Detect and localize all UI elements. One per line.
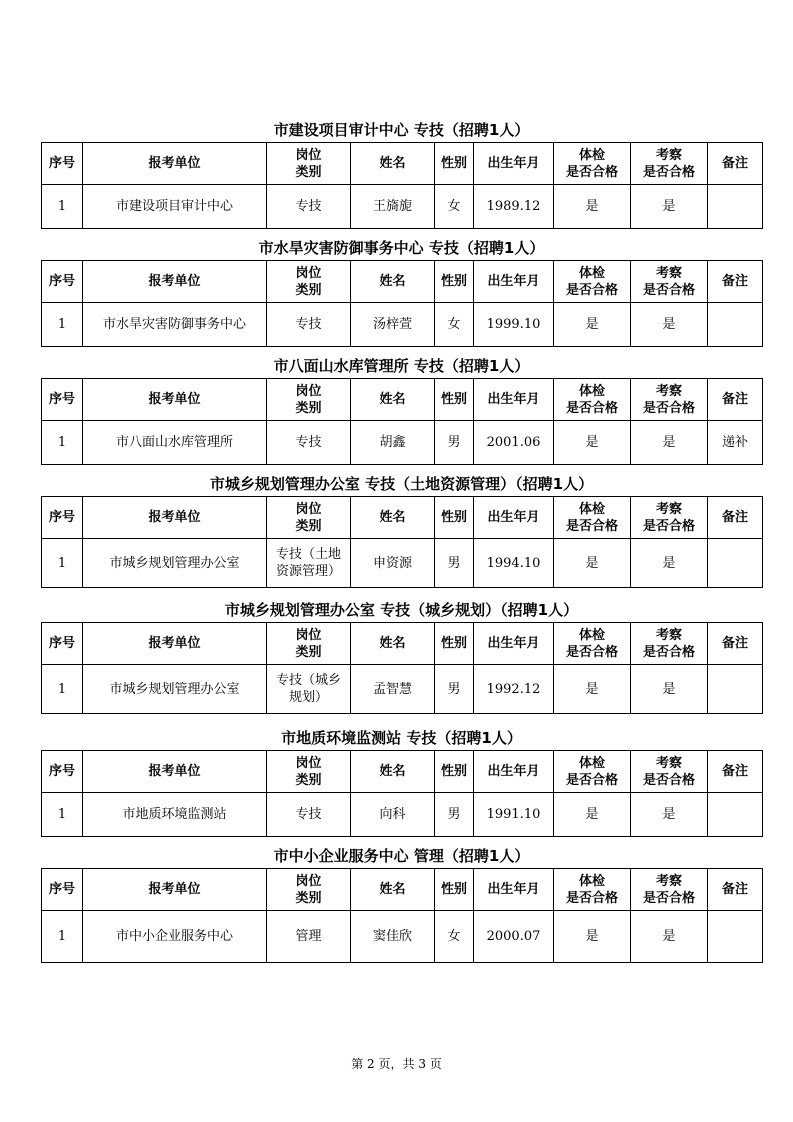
header-col-check: 考察 是否合格 <box>631 869 708 911</box>
col-gender: 男 <box>435 421 474 465</box>
col-no: 1 <box>42 911 83 963</box>
col-no: 1 <box>42 303 83 347</box>
col-unit: 市水旱灾害防御事务中心 <box>83 303 267 347</box>
header-col-category: 岗位 类别 <box>267 143 351 185</box>
header-col-birth: 出生年月 <box>474 869 554 911</box>
header-col-name: 姓名 <box>351 623 435 665</box>
header-col-unit: 报考单位 <box>83 143 267 185</box>
result-table <box>41 868 763 963</box>
col-exam: 是 <box>554 911 631 963</box>
col-note <box>708 539 763 588</box>
col-note <box>708 911 763 963</box>
col-note <box>708 793 763 837</box>
header-col-name: 姓名 <box>351 869 435 911</box>
section-title: 市八面山水库管理所 专技（招聘1人） <box>273 357 530 375</box>
table-row <box>42 539 763 588</box>
col-gender: 男 <box>435 793 474 837</box>
result-table <box>41 378 763 465</box>
result-table <box>41 750 763 837</box>
header-col-birth: 出生年月 <box>474 261 554 303</box>
table-row <box>42 793 763 837</box>
header-col-category: 岗位 类别 <box>267 379 351 421</box>
header-col-no: 序号 <box>42 261 83 303</box>
header-col-note: 备注 <box>708 497 763 539</box>
table-row <box>42 421 763 465</box>
col-check: 是 <box>631 303 708 347</box>
header-col-gender: 性别 <box>435 143 474 185</box>
header-col-note: 备注 <box>708 869 763 911</box>
result-table <box>41 622 763 714</box>
header-col-gender: 性别 <box>435 261 474 303</box>
header-row <box>42 143 763 185</box>
col-gender: 男 <box>435 539 474 588</box>
section-title: 市城乡规划管理办公室 专技（土地资源管理）（招聘1人） <box>209 475 594 493</box>
header-col-gender: 性别 <box>435 497 474 539</box>
header-col-check: 考察 是否合格 <box>631 379 708 421</box>
col-category: 专技 <box>267 793 351 837</box>
col-note: 递补 <box>708 421 763 465</box>
col-exam: 是 <box>554 303 631 347</box>
col-gender: 男 <box>435 665 474 714</box>
header-col-check: 考察 是否合格 <box>631 143 708 185</box>
col-unit: 市建设项目审计中心 <box>83 185 267 229</box>
col-category: 管理 <box>267 911 351 963</box>
header-col-unit: 报考单位 <box>83 751 267 793</box>
col-category: 专技（城乡 规划） <box>267 665 351 714</box>
section-5 <box>41 598 762 714</box>
header-col-name: 姓名 <box>351 379 435 421</box>
col-name: 申资源 <box>351 539 435 588</box>
header-col-gender: 性别 <box>435 869 474 911</box>
col-gender: 女 <box>435 303 474 347</box>
header-col-gender: 性别 <box>435 751 474 793</box>
header-col-note: 备注 <box>708 751 763 793</box>
header-col-exam: 体检 是否合格 <box>554 869 631 911</box>
section-4 <box>41 472 762 588</box>
col-gender: 女 <box>435 185 474 229</box>
col-no: 1 <box>42 665 83 714</box>
table-row <box>42 911 763 963</box>
header-row <box>42 497 763 539</box>
header-col-no: 序号 <box>42 497 83 539</box>
col-exam: 是 <box>554 185 631 229</box>
col-check: 是 <box>631 665 708 714</box>
header-col-exam: 体检 是否合格 <box>554 497 631 539</box>
col-category: 专技 <box>267 185 351 229</box>
col-check: 是 <box>631 421 708 465</box>
col-note <box>708 665 763 714</box>
col-no: 1 <box>42 793 83 837</box>
col-birth: 1994.10 <box>474 539 554 588</box>
section-6 <box>41 726 762 837</box>
header-col-unit: 报考单位 <box>83 261 267 303</box>
table-row <box>42 185 763 229</box>
header-col-no: 序号 <box>42 623 83 665</box>
result-table <box>41 142 763 229</box>
header-row <box>42 261 763 303</box>
section-1 <box>41 118 762 229</box>
col-category: 专技 <box>267 303 351 347</box>
result-table <box>41 260 763 347</box>
col-birth: 1992.12 <box>474 665 554 714</box>
header-col-exam: 体检 是否合格 <box>554 623 631 665</box>
col-check: 是 <box>631 185 708 229</box>
header-col-no: 序号 <box>42 751 83 793</box>
header-col-check: 考察 是否合格 <box>631 623 708 665</box>
header-col-note: 备注 <box>708 261 763 303</box>
header-col-note: 备注 <box>708 143 763 185</box>
header-col-gender: 性别 <box>435 379 474 421</box>
header-col-category: 岗位 类别 <box>267 261 351 303</box>
section-3 <box>41 354 762 465</box>
header-col-exam: 体检 是否合格 <box>554 143 631 185</box>
section-title: 市地质环境监测站 专技（招聘1人） <box>281 729 522 747</box>
header-col-birth: 出生年月 <box>474 497 554 539</box>
col-note <box>708 185 763 229</box>
header-col-name: 姓名 <box>351 143 435 185</box>
header-col-unit: 报考单位 <box>83 623 267 665</box>
header-col-birth: 出生年月 <box>474 379 554 421</box>
col-name: 胡鑫 <box>351 421 435 465</box>
col-exam: 是 <box>554 793 631 837</box>
section-title: 市城乡规划管理办公室 专技（城乡规划）（招聘1人） <box>224 601 579 619</box>
section-7 <box>41 844 762 963</box>
header-col-note: 备注 <box>708 379 763 421</box>
section-title: 市水旱灾害防御事务中心 专技（招聘1人） <box>258 239 545 257</box>
table-row <box>42 665 763 714</box>
header-col-category: 岗位 类别 <box>267 497 351 539</box>
header-row <box>42 379 763 421</box>
header-col-unit: 报考单位 <box>83 869 267 911</box>
header-col-no: 序号 <box>42 869 83 911</box>
col-unit: 市中小企业服务中心 <box>83 911 267 963</box>
header-col-unit: 报考单位 <box>83 379 267 421</box>
section-2 <box>41 236 762 347</box>
result-table <box>41 496 763 588</box>
header-col-name: 姓名 <box>351 751 435 793</box>
col-name: 向科 <box>351 793 435 837</box>
col-check: 是 <box>631 793 708 837</box>
col-birth: 1989.12 <box>474 185 554 229</box>
col-name: 王旖旎 <box>351 185 435 229</box>
col-exam: 是 <box>554 421 631 465</box>
header-col-name: 姓名 <box>351 497 435 539</box>
col-birth: 1991.10 <box>474 793 554 837</box>
page-footer: 第 2 页，共 3 页 <box>351 1057 442 1071</box>
col-gender: 女 <box>435 911 474 963</box>
header-col-category: 岗位 类别 <box>267 623 351 665</box>
col-name: 窦佳欣 <box>351 911 435 963</box>
col-exam: 是 <box>554 665 631 714</box>
col-unit: 市城乡规划管理办公室 <box>83 539 267 588</box>
header-col-no: 序号 <box>42 379 83 421</box>
header-col-exam: 体检 是否合格 <box>554 751 631 793</box>
col-unit: 市八面山水库管理所 <box>83 421 267 465</box>
col-check: 是 <box>631 911 708 963</box>
col-category: 专技（土地 资源管理） <box>267 539 351 588</box>
header-col-birth: 出生年月 <box>474 751 554 793</box>
col-no: 1 <box>42 421 83 465</box>
section-title: 市中小企业服务中心 管理（招聘1人） <box>273 847 530 865</box>
col-birth: 1999.10 <box>474 303 554 347</box>
col-no: 1 <box>42 539 83 588</box>
header-col-note: 备注 <box>708 623 763 665</box>
col-birth: 2001.06 <box>474 421 554 465</box>
header-col-check: 考察 是否合格 <box>631 261 708 303</box>
col-name: 汤梓萱 <box>351 303 435 347</box>
col-note <box>708 303 763 347</box>
header-col-category: 岗位 类别 <box>267 751 351 793</box>
col-category: 专技 <box>267 421 351 465</box>
header-col-exam: 体检 是否合格 <box>554 261 631 303</box>
header-col-name: 姓名 <box>351 261 435 303</box>
header-col-check: 考察 是否合格 <box>631 497 708 539</box>
header-col-birth: 出生年月 <box>474 143 554 185</box>
header-col-no: 序号 <box>42 143 83 185</box>
col-check: 是 <box>631 539 708 588</box>
header-col-check: 考察 是否合格 <box>631 751 708 793</box>
col-no: 1 <box>42 185 83 229</box>
header-row <box>42 623 763 665</box>
col-exam: 是 <box>554 539 631 588</box>
header-col-category: 岗位 类别 <box>267 869 351 911</box>
header-col-gender: 性别 <box>435 623 474 665</box>
col-unit: 市地质环境监测站 <box>83 793 267 837</box>
header-row <box>42 751 763 793</box>
header-col-birth: 出生年月 <box>474 623 554 665</box>
col-birth: 2000.07 <box>474 911 554 963</box>
header-col-exam: 体检 是否合格 <box>554 379 631 421</box>
table-row <box>42 303 763 347</box>
section-title: 市建设项目审计中心 专技（招聘1人） <box>273 121 530 139</box>
col-unit: 市城乡规划管理办公室 <box>83 665 267 714</box>
col-name: 孟智慧 <box>351 665 435 714</box>
header-row <box>42 869 763 911</box>
header-col-unit: 报考单位 <box>83 497 267 539</box>
